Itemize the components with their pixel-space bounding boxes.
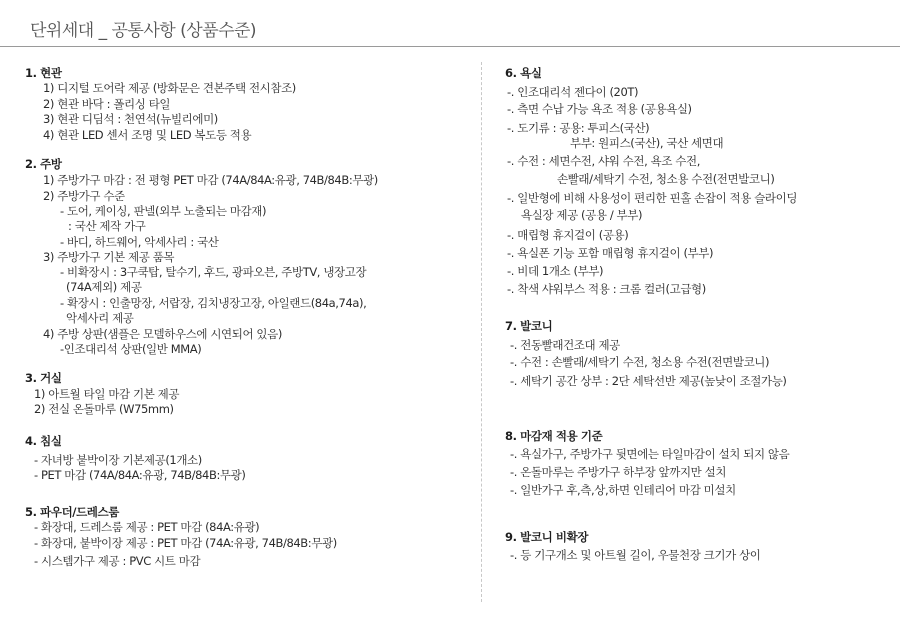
right-text-line: -. 일반가구 후,측,상,하면 인테리어 마감 미설치: [510, 483, 736, 497]
column-divider: [481, 62, 482, 602]
left-text-line: - 화장대, 드레스룸 제공 : PET 마감 (84A:유광): [34, 520, 260, 534]
right-text-line: 부부: 원피스(국산), 국산 세면대: [570, 136, 724, 150]
right-text-line: -. 수전 : 세면수전, 샤워 수전, 욕조 수전,: [507, 154, 700, 168]
right-text-line: -. 수전 : 손빨래/세탁기 수전, 청소용 수전(전면발코니): [510, 355, 770, 369]
left-text-line: : 국산 제작 가구: [68, 219, 146, 233]
right-text-line: -. 비데 1개소 (부부): [507, 264, 604, 278]
right-text-line: -. 등 기구개소 및 아트월 길이, 우물천장 크기가 상이: [510, 548, 761, 562]
left-text-line: - 화장대, 붙박이장 제공 : PET 마감 (74A:유광, 74B/84B:무광): [34, 536, 337, 550]
left-section-heading: 2. 주방: [25, 157, 62, 171]
left-text-line: - 도어, 케이싱, 판넬(외부 노출되는 마감재): [60, 204, 267, 218]
page-title: 단위세대 _ 공통사항 (상품수준): [30, 21, 257, 41]
left-text-line: 4) 현관 LED 센서 조명 및 LED 복도등 적용: [43, 128, 252, 142]
right-text-line: -. 욕실폰 기능 포함 매립형 휴지걸이 (부부): [507, 246, 714, 260]
right-section-heading: 7. 발코니: [505, 319, 553, 333]
left-text-line: (74A제외) 제공: [66, 280, 142, 294]
right-text-line: -. 세탁기 공간 상부 : 2단 세탁선반 제공(높낮이 조절가능): [510, 374, 787, 388]
right-text-line: -. 온돌마루는 주방가구 하부장 앞까지만 설치: [510, 465, 727, 479]
left-text-line: 1) 아트월 타일 마감 기본 제공: [34, 387, 180, 401]
left-text-line: - 바디, 하드웨어, 악세사리 : 국산: [60, 235, 219, 249]
left-text-line: 4) 주방 상판(샘플은 모델하우스에 시연되어 있음): [43, 327, 282, 341]
left-text-line: - 비확장시 : 3구쿡탑, 탈수기, 후드, 광파오븐, 주방TV, 냉장고장: [60, 265, 367, 279]
left-text-line: 1) 주방가구 마감 : 전 평형 PET 마감 (74A/84A:유광, 74B/84B:무광): [43, 173, 378, 187]
right-section-heading: 9. 발코니 비확장: [505, 530, 589, 544]
left-text-line: -인조대리석 상판(일반 MMA): [60, 342, 202, 356]
right-text-line: -. 측면 수납 가능 욕조 적용 (공용욕실): [507, 102, 692, 116]
right-section-heading: 6. 욕실: [505, 66, 542, 80]
left-section-heading: 5. 파우더/드레스룸: [25, 505, 119, 519]
right-text-line: -. 욕실가구, 주방가구 뒷면에는 타일마감이 설치 되지 않음: [510, 447, 790, 461]
right-text-line: -. 도기류 : 공용: 투피스(국산): [507, 121, 650, 135]
right-text-line: -. 인조대리석 젠다이 (20T): [507, 85, 639, 99]
left-text-line: - 확장시 : 인출망장, 서랍장, 김치냉장고장, 아일랜드(84a,74a),: [60, 296, 367, 310]
left-text-line: - 자녀방 붙박이장 기본제공(1개소): [34, 453, 202, 467]
right-text-line: -. 착색 샤워부스 적용 : 크롬 컬러(고급형): [507, 282, 706, 296]
left-text-line: 3) 현관 디딤석 : 천연석(뉴빌리에미): [43, 112, 218, 126]
left-text-line: 2) 주방가구 수준: [43, 189, 125, 203]
left-text-line: 악세사리 제공: [66, 311, 134, 325]
left-text-line: - PET 마감 (74A/84A:유광, 74B/84B:무광): [34, 468, 246, 482]
left-section-heading: 3. 거실: [25, 371, 62, 385]
right-section-heading: 8. 마감재 적용 기준: [505, 429, 603, 443]
left-text-line: 1) 디지털 도어락 제공 (방화문은 견본주택 전시참조): [43, 81, 296, 95]
right-text-line: 욕실장 제공 (공용 / 부부): [521, 208, 643, 222]
right-text-line: -. 일반형에 비해 사용성이 편리한 핀홀 손잡이 적용 슬라이딩: [507, 191, 798, 205]
right-text-line: -. 전동빨래건조대 제공: [510, 338, 620, 352]
left-section-heading: 4. 침실: [25, 434, 62, 448]
left-text-line: - 시스템가구 제공 : PVC 시트 마감: [34, 554, 201, 568]
right-text-line: -. 매립형 휴지걸이 (공용): [507, 228, 629, 242]
left-text-line: 2) 현관 바닥 : 폴리싱 타일: [43, 97, 171, 111]
left-text-line: 2) 전실 온돌마루 (W75mm): [34, 402, 174, 416]
right-text-line: 손빨래/세탁기 수전, 청소용 수전(전면발코니): [557, 172, 775, 186]
left-text-line: 3) 주방가구 기본 제공 품목: [43, 250, 175, 264]
title-divider: [0, 46, 900, 47]
left-section-heading: 1. 현관: [25, 66, 62, 80]
